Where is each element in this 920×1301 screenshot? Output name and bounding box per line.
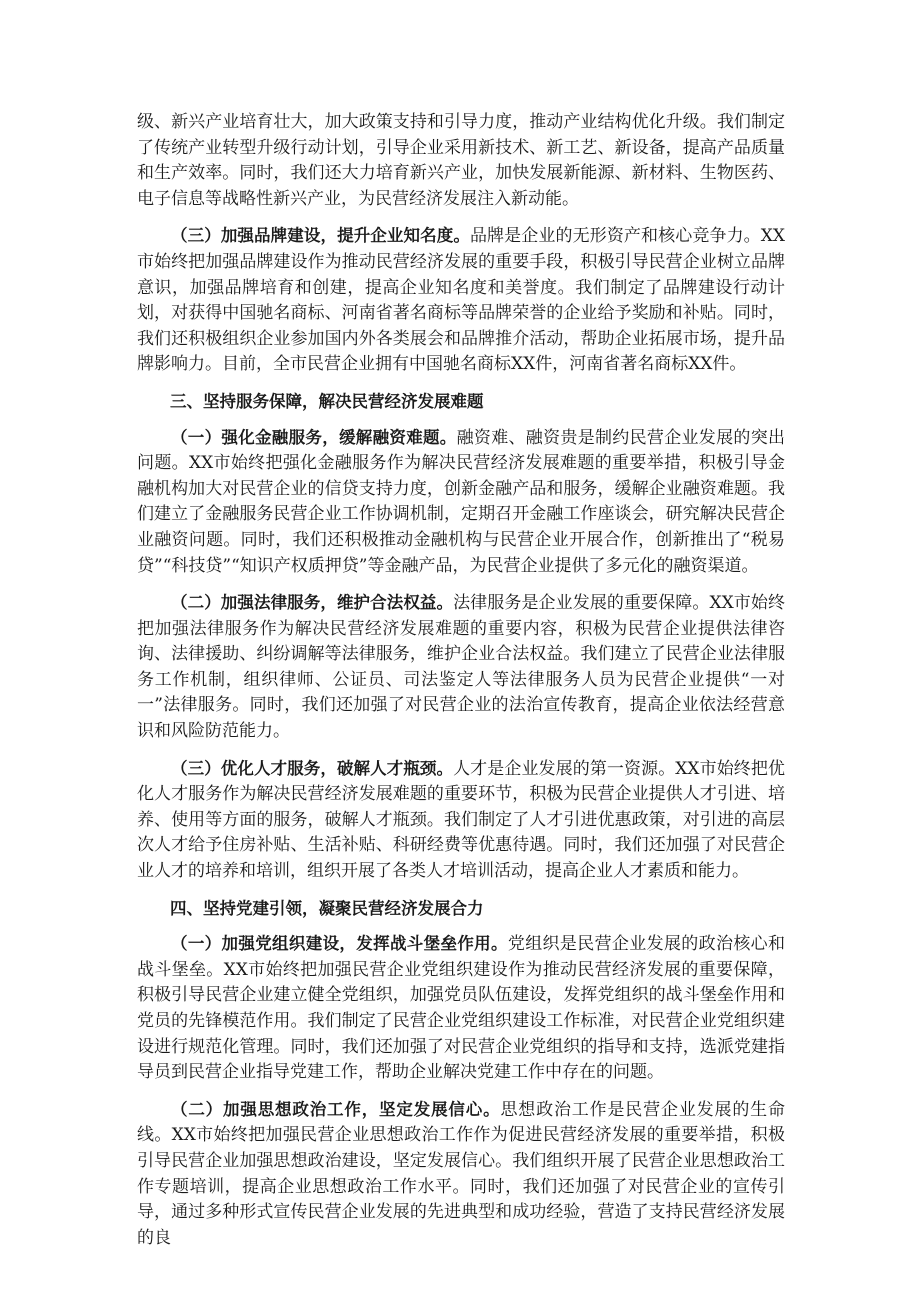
paragraph-ideological-work: [137, 1097, 785, 1252]
paragraph-text: 党组织是民营企业发展的政治核心和战斗堡垒。XX市始终把加强民营企业党组织建设作为推动民营经济发展的重要保障，积极引导民营企业建立健全党组织，加强党员队伍建设，发挥党组织的战斗堡垒作用和党员的先锋模范作用。我们制定了民营企业党组织建设工作标准，对民营企业党组织建设进行规范化管理。同时，我们还加强了对民营企业党组织的指导和支持，选派党建指导员到民营企业指导党建工作，帮助企业解决党建工作中存在的问题。: [137, 934, 786, 1083]
paragraph-text: 品牌是企业的无形资产和核心竞争力。XX市始终把加强品牌建设作为推动民营经济发展的重要手段，积极引导民营企业树立品牌意识，加强品牌培育和创建，提高企业知名度和美誉度。我们制定了品牌建设行动计划，对获得中国驰名商标、河南省著名商标等品牌荣誉的企业给予奖励和补贴。同时，我们还积极组织企业参加国内外各类展会和品牌推介活动，帮助企业拓展市场，提升品牌影响力。目前，全市民营企业拥有中国驰名商标XX件，河南省著名商标XX件。: [137, 226, 785, 375]
paragraph-brand-building: [137, 223, 785, 378]
paragraph-lead: （一）强化金融服务，缓解融资难题。: [171, 427, 457, 447]
paragraph-text: 融资难、融资贵是制约民营企业发展的突出问题。XX市始终把强化金融服务作为解决民营经济发展难题的重要举措，积极引导金融机构加大对民营企业的信贷支持力度，创新金融产品和服务，缓解企业融资难题。我们建立了金融服务民营企业工作协调机制，定期召开金融工作座谈会，研究解决民营企业融资问题。同时，我们还积极推动金融机构与民营企业开展合作，创新推出了“税易贷”“科技贷”“知识产权质押贷”等金融产品，为民营企业提供了多元化的融资渠道。: [137, 427, 786, 576]
paragraph-text: 法律服务是企业发展的重要保障。XX市始终把加强法律服务作为解决民营经济发展难题的重要内容，积极为民营企业提供法律咨询、法律援助、纠纷调解等法律服务，维护企业合法权益。我们建立了民营企业法律服务工作机制，组织律师、公证员、司法鉴定人等法律服务人员为民营企业提供“一对一”法律服务。同时，我们还加强了对民营企业的法治宣传教育，提高企业依法经营意识和风险防范能力。: [137, 593, 785, 742]
paragraph-lead: （三）加强品牌建设，提升企业知名度。: [171, 226, 470, 246]
paragraph-lead: （一）加强党组织建设，发挥战斗堡垒作用。: [171, 934, 508, 954]
document-page: [137, 110, 785, 1262]
paragraph-financial-services: [137, 425, 785, 580]
paragraph-legal-services: [137, 590, 785, 745]
section-heading-party-building: 四、坚持党建引领，凝聚民营经济发展合力: [170, 898, 484, 918]
paragraph-lead: （二）加强思想政治工作，坚定发展信心。: [171, 1099, 501, 1119]
section-heading-service: 三、坚持服务保障，解决民营经济发展难题: [170, 391, 484, 411]
paragraph-talent-services: [137, 756, 785, 885]
paragraph-party-organization: [137, 931, 785, 1086]
paragraph-text: 思想政治工作是民营企业发展的生命线。XX市始终把加强民营企业思想政治工作作为促进民营经济发展的重要举措，积极引导民营企业加强思想政治建设，坚定发展信心。我们组织开展了民营企业思想政治工作专题培训，提高企业思想政治工作水平。同时，我们还加强了对民营企业的宣传引导，通过多种形式宣传民营企业发展的先进典型和成功经验，营造了支持民营经济发展的良: [137, 1099, 786, 1248]
paragraph-text: 人才是企业发展的第一资源。XX市始终把优化人才服务作为解决民营经济发展难题的重要环节，积极为民营企业提供人才引进、培养、使用等方面的服务，破解人才瓶颈。我们制定了人才引进优惠政策，对引进的高层次人才给予住房补贴、生活补贴、科研经费等优惠待遇。同时，我们还加强了对民营企业人才的培养和培训，组织开展了各类人才培训活动，提高企业人才素质和能力。: [137, 758, 785, 882]
paragraph-text: 级、新兴产业培育壮大，加大政策支持和引导力度，推动产业结构优化升级。我们制定了传统产业转型升级行动计划，引导企业采用新技术、新工艺、新设备，提高产品质量和生产效率。同时，我们还大力培育新兴产业，加快发展新能源、新材料、生物医药、电子信息等战略性新兴产业，为民营经济发展注入新动能。: [137, 112, 785, 209]
paragraph-continued: [137, 110, 785, 212]
paragraph-lead: （二）加强法律服务，维护合法权益。: [171, 593, 454, 613]
paragraph-lead: （三）优化人才服务，破解人才瓶颈。: [171, 758, 454, 778]
